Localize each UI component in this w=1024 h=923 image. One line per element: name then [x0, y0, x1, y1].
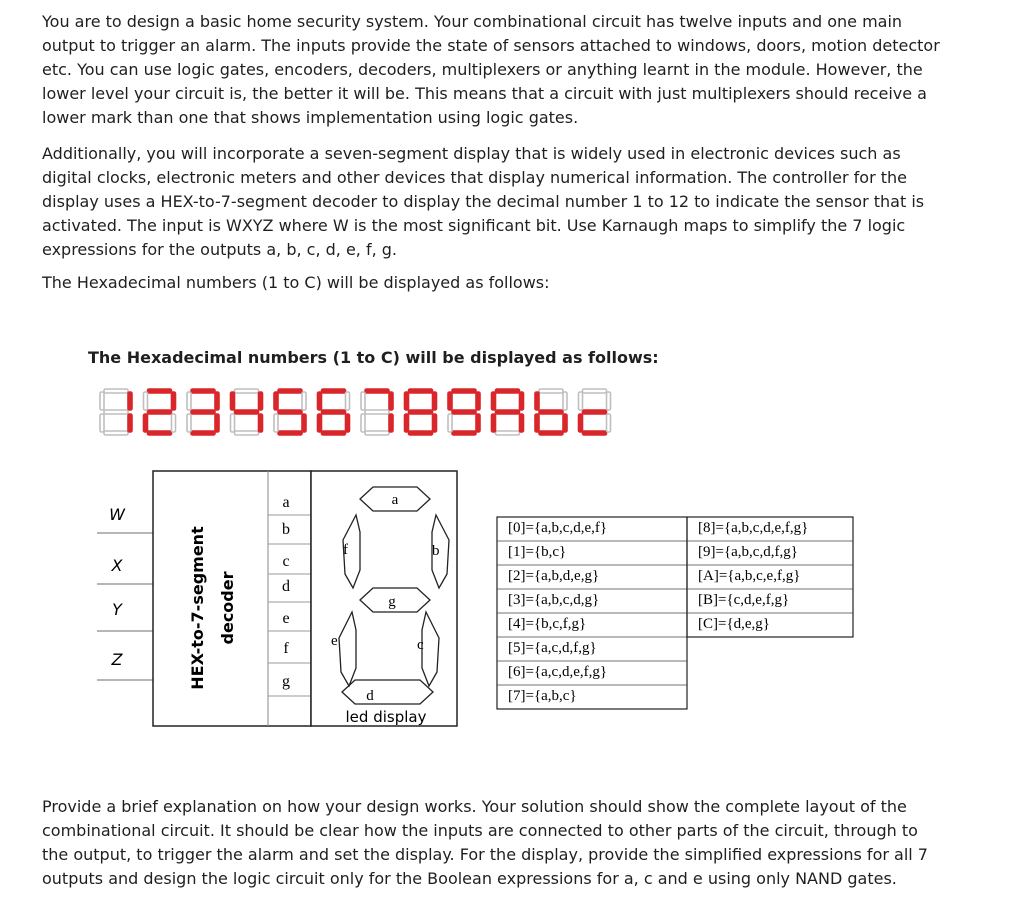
digit-1-segment-a	[104, 389, 128, 393]
digit-1-segment-g	[104, 410, 128, 414]
digit-2-segment-b	[172, 392, 176, 410]
led-label-a: a	[391, 492, 399, 508]
digit-9-segment-c	[476, 414, 480, 432]
digit-5	[274, 389, 306, 435]
output-g: g	[282, 673, 290, 690]
digit-5-segment-g	[278, 410, 302, 414]
figure-title: The Hexadecimal numbers (1 to C) will be displayed as follows:	[88, 348, 659, 367]
digit-6	[318, 389, 350, 435]
output-e: e	[282, 610, 290, 627]
table-right-1: [9]={a,b,c,d,f,g}	[698, 544, 798, 560]
table-left-1: [1]={b,c}	[508, 544, 567, 560]
output-a: a	[282, 494, 290, 511]
digit-4-segment-g	[235, 410, 259, 414]
digit-1-segment-c	[128, 414, 132, 432]
decoder-label-2: decoder	[218, 571, 237, 645]
display-paragraph: Additionally, you will incorporate a seven-segment display that is widely used in electronic devices such as digital clocks, electronic meters and other devices that display numerical information. The controller for the display uses a HEX-to-7-segment decoder to display the decimal number 1 to 12 to indicate the sensor that is activated. The input is WXYZ where W is the most significant bit. Use Karnaugh maps to simplify the 7 logic expressions for the outputs a, b, c, d, e, f, g.	[42, 144, 925, 259]
digit-8-segment-c	[433, 414, 437, 432]
digit-8-segment-b	[433, 392, 437, 410]
digit-11-segment-d	[539, 431, 563, 435]
digit-2-segment-c	[172, 414, 176, 432]
input-w: W	[109, 505, 125, 524]
decoder-label-1: HEX-to-7-segment	[188, 526, 207, 690]
digit-7-segment-b	[389, 392, 393, 410]
digit-11-segment-g	[539, 410, 563, 414]
digit-8-segment-f	[405, 392, 409, 410]
table-right-2: [A]={a,b,c,e,f,g}	[698, 568, 801, 584]
digit-8-segment-e	[405, 414, 409, 432]
digit-10-segment-c	[520, 414, 524, 432]
digit-10-segment-g	[496, 410, 520, 414]
digit-10-segment-d	[496, 431, 520, 435]
digit-7-segment-a	[365, 389, 389, 393]
digit-2-segment-g	[148, 410, 172, 414]
output-b: b	[282, 521, 290, 538]
digit-6-segment-c	[346, 414, 350, 432]
table-left-5: [5]={a,c,d,f,g}	[508, 640, 597, 656]
table-right-4: [C]={d,e,g}	[698, 616, 771, 632]
digit-12-segment-d	[583, 431, 607, 435]
table-left-0: [0]={a,b,c,d,e,f}	[508, 520, 608, 536]
digit-12-segment-f	[579, 392, 583, 410]
digit-9-segment-g	[452, 410, 476, 414]
digit-4-segment-f	[231, 392, 235, 410]
digit-2-segment-a	[148, 389, 172, 393]
decoder-figure	[0, 460, 1024, 735]
table-left-6: [6]={a,c,d,e,f,g}	[508, 664, 608, 680]
table-left-4: [4]={b,c,f,g}	[508, 616, 587, 632]
digit-3-segment-f	[187, 392, 191, 410]
digit-11-segment-e	[535, 414, 539, 432]
led-label-b: b	[432, 543, 440, 559]
digit-9-segment-f	[448, 392, 452, 410]
digit-1-segment-f	[100, 392, 104, 410]
digit-3	[187, 389, 219, 435]
digit-11-segment-a	[539, 389, 563, 393]
table-right-0: [8]={a,b,c,d,e,f,g}	[698, 520, 809, 536]
digit-3-segment-b	[215, 392, 219, 410]
table-left-7: [7]={a,b,c}	[508, 688, 577, 704]
digit-7-segment-g	[365, 410, 389, 414]
led-label-d: d	[366, 688, 374, 704]
digit-3-segment-c	[215, 414, 219, 432]
output-f: f	[283, 640, 289, 657]
intro-paragraph: You are to design a basic home security system. Your combinational circuit has twelve inputs and one main output to trigger an alarm. The inputs provide the state of sensors attached to windows, doors, motion detector etc. You can use logic gates, encoders, decoders, multiplexers or anything learnt in the module. However, the lower level your circuit is, the better it will be. This means that a circuit with just multiplexers should receive a lower mark than one that shows implementation using logic gates.	[42, 12, 940, 127]
digit-12	[579, 389, 611, 435]
digit-8	[405, 389, 437, 435]
digit-12-segment-c	[607, 414, 611, 432]
digit-12-segment-e	[579, 414, 583, 432]
digit-3-segment-g	[191, 410, 215, 414]
digit-7-segment-f	[361, 392, 365, 410]
digit-3-segment-a	[191, 389, 215, 393]
digit-6-segment-d	[322, 431, 346, 435]
digit-4	[231, 389, 263, 435]
digit-12-segment-a	[583, 389, 607, 393]
digit-7-segment-c	[389, 414, 393, 432]
digit-1-segment-e	[100, 414, 104, 432]
digit-3-segment-d	[191, 431, 215, 435]
digit-6-segment-f	[318, 392, 322, 410]
digit-11-segment-c	[563, 414, 567, 432]
digit-11-segment-f	[535, 392, 539, 410]
input-y: Y	[112, 600, 122, 619]
digit-2-segment-e	[144, 414, 148, 432]
led-label-e: e	[331, 633, 338, 649]
output-d: d	[282, 578, 290, 595]
digit-5-segment-e	[274, 414, 278, 432]
digit-9-segment-d	[452, 431, 476, 435]
digit-1-segment-b	[128, 392, 132, 410]
digit-4-segment-e	[231, 414, 235, 432]
digit-10-segment-a	[496, 389, 520, 393]
digit-2	[144, 389, 176, 435]
digit-5-segment-b	[302, 392, 306, 410]
hex-intro-line: The Hexadecimal numbers (1 to C) will be displayed as follows:	[42, 273, 550, 292]
led-label-g: g	[388, 594, 396, 610]
seven-segment-digit-row	[96, 385, 696, 443]
led-label-f: f	[343, 542, 348, 558]
digit-2-segment-d	[148, 431, 172, 435]
digit-10-segment-b	[520, 392, 524, 410]
digit-5-segment-c	[302, 414, 306, 432]
digit-5-segment-a	[278, 389, 302, 393]
table-right-3: [B]={c,d,e,f,g}	[698, 592, 790, 608]
digit-5-segment-d	[278, 431, 302, 435]
digit-8-segment-d	[409, 431, 433, 435]
led-caption: led display	[345, 708, 427, 726]
digit-2-segment-f	[144, 392, 148, 410]
digit-4-segment-c	[259, 414, 263, 432]
digit-9-segment-e	[448, 414, 452, 432]
table-left-3: [3]={a,b,c,d,g}	[508, 592, 600, 608]
digit-10-segment-e	[492, 414, 496, 432]
digit-9-segment-b	[476, 392, 480, 410]
digit-1	[100, 389, 132, 435]
output-c: c	[282, 553, 290, 570]
digit-9	[448, 389, 480, 435]
digit-4-segment-d	[235, 431, 259, 435]
digit-10	[492, 389, 524, 435]
digit-4-segment-b	[259, 392, 263, 410]
digit-5-segment-f	[274, 392, 278, 410]
digit-10-segment-f	[492, 392, 496, 410]
input-z: Z	[111, 650, 123, 669]
digit-1-segment-d	[104, 431, 128, 435]
digit-11	[535, 389, 567, 435]
digit-4-segment-a	[235, 389, 259, 393]
led-label-c: c	[417, 637, 424, 653]
digit-12-segment-b	[607, 392, 611, 410]
digit-6-segment-g	[322, 410, 346, 414]
closing-paragraph: Provide a brief explanation on how your design works. Your solution should show the complete layout of the combinational circuit. It should be clear how the inputs are connected to other parts of the circuit, through to the output, to trigger the alarm and set the display. For the display, provide the simplified expressions for all 7 outputs and design the logic circuit only for the Boolean expressions for a, c and e using only NAND gates.	[42, 797, 928, 888]
digit-7-segment-d	[365, 431, 389, 435]
digit-12-segment-g	[583, 410, 607, 414]
digit-11-segment-b	[563, 392, 567, 410]
digit-7	[361, 389, 393, 435]
digit-6-segment-e	[318, 414, 322, 432]
led-display-box	[311, 471, 457, 726]
digit-6-segment-b	[346, 392, 350, 410]
digit-6-segment-a	[322, 389, 346, 393]
input-x: X	[111, 556, 123, 575]
digit-9-segment-a	[452, 389, 476, 393]
digit-8-segment-g	[409, 410, 433, 414]
digit-8-segment-a	[409, 389, 433, 393]
table-left-2: [2]={a,b,d,e,g}	[508, 568, 600, 584]
digit-3-segment-e	[187, 414, 191, 432]
digit-7-segment-e	[361, 414, 365, 432]
